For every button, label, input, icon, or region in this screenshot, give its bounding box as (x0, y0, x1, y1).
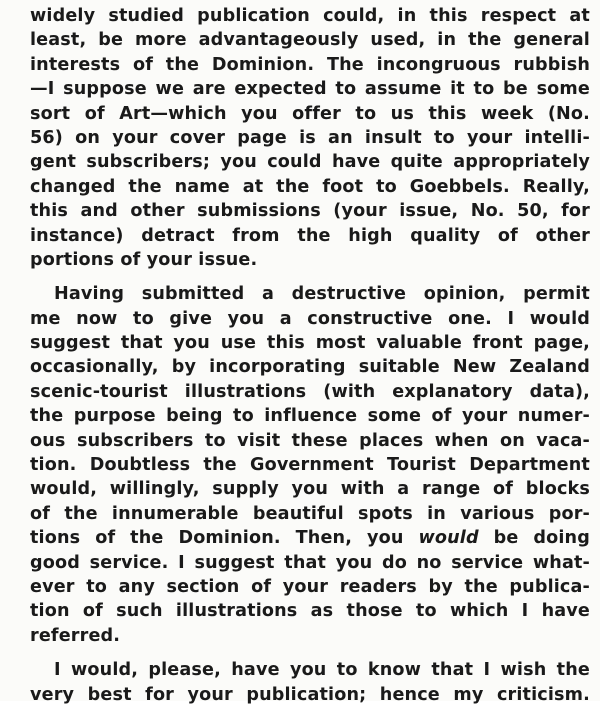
text-line-with-italic (30, 526, 590, 550)
text-line: Having submitted a destructive opinion, permit (54, 284, 590, 305)
text-line: sort of Art—which you offer to us this week (No. (30, 103, 590, 124)
text-line: —I suppose we are expected to assume it to be some (30, 79, 590, 100)
paragraph-gap (30, 648, 590, 658)
text-line: gent subscribers; you could have quite appropriately (30, 152, 590, 173)
paragraph-3 (30, 658, 590, 707)
text-line: scenic-tourist illustrations (with explanatory data), (30, 381, 590, 402)
text-line: the purpose being to influence some of your numer- (30, 406, 590, 427)
paragraph-gap (30, 272, 590, 282)
text-line: very best for your publication; hence my criticism. (30, 684, 590, 705)
text-line: referred. (30, 625, 121, 646)
text-line: ever to any section of your readers by the publica- (30, 576, 590, 597)
text-line: this and other submissions (your issue, No. 50, for (30, 201, 590, 222)
text-line: instance) detract from the high quality of other (30, 225, 590, 246)
text-line: changed the name at the foot to Goebbels. Really, (30, 176, 590, 197)
text-line: least, be more advantageously used, in the general (30, 30, 590, 51)
text-line: would, willingly, supply you with a range of blocks (30, 479, 590, 500)
text-line: ous subscribers to visit these places when on vaca- (30, 430, 590, 451)
text-line: 56) on your cover page is an insult to your intelli- (30, 127, 590, 148)
text-line: suggest that you use this most valuable front page, (30, 333, 590, 354)
text-line: I would, please, have you to know that I wish the (54, 660, 590, 681)
text-line: interests of the Dominion. The incongruous rubbish (30, 54, 590, 75)
text-line: portions of your issue. (30, 249, 258, 270)
text-column (30, 4, 590, 707)
text-line: tion. Doubtless the Government Tourist Department (30, 455, 590, 476)
text-line: good service. I suggest that you do no service what- (30, 552, 590, 573)
text-line: me now to give you a constructive one. I would (30, 308, 590, 329)
text-segment: be doing (478, 528, 590, 549)
italic-word: would (418, 528, 479, 549)
paragraph-1 (30, 4, 590, 272)
text-line: of the innumerable beautiful spots in various por- (30, 503, 590, 524)
text-segment: tions of the Dominion. Then, you (30, 528, 419, 549)
text-line: widely studied publication could, in this respect at (30, 6, 590, 26)
text-line: tion of such illustrations as those to which I have (30, 601, 590, 622)
paragraph-2 (30, 282, 590, 648)
text-line: occasionally, by incorporating suitable New Zealand (30, 357, 590, 378)
